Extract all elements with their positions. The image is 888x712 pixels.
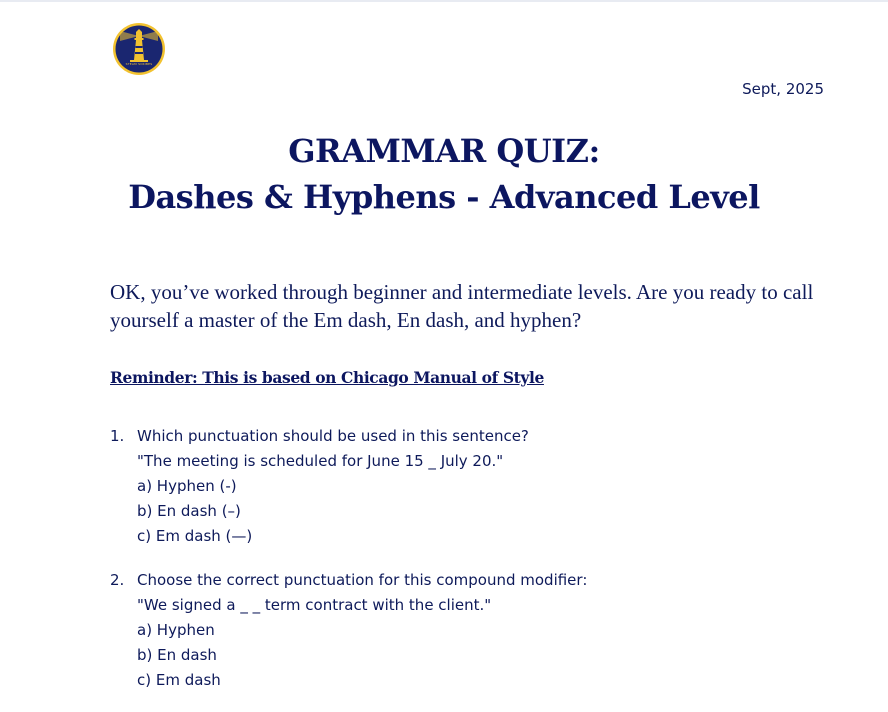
question-prompt: Choose the correct punctuation for this compound modifier: [137, 571, 588, 589]
question-number: 2. [110, 571, 125, 589]
answer-option-c: c) Em dash [137, 671, 221, 689]
logo [110, 22, 168, 76]
page-top-border [0, 0, 888, 2]
page-title [0, 128, 888, 220]
answer-option-c: c) Em dash (—) [137, 527, 253, 545]
answer-option-b: b) En dash [137, 646, 217, 664]
lighthouse-icon [110, 22, 168, 76]
question-prompt: Which punctuation should be used in this sentence? [137, 427, 529, 445]
document-date: Sept, 2025 [742, 80, 824, 98]
title-line-2: Dashes & Hyphens - Advanced Level [128, 178, 760, 216]
question-example: "We signed a _ _ term contract with the client." [137, 596, 492, 614]
answer-option-a: a) Hyphen [137, 621, 215, 639]
intro-paragraph: OK, you’ve worked through beginner and intermediate levels. Are you ready to call yourself a master of the Em dash, En dash, and hyphen? [110, 280, 814, 332]
answer-option-b: b) En dash (–) [137, 502, 241, 520]
question-number: 1. [110, 427, 125, 445]
answer-option-a: a) Hyphen (-) [137, 477, 237, 495]
reminder-note: Reminder: This is based on Chicago Manual of Style [110, 368, 544, 387]
question-body [137, 424, 837, 549]
question-example: "The meeting is scheduled for June 15 _ July 20." [137, 452, 504, 470]
question-body [137, 568, 837, 693]
logo-text: STEAM SCRIBES [125, 62, 153, 66]
title-line-1: GRAMMAR QUIZ: [288, 132, 600, 170]
